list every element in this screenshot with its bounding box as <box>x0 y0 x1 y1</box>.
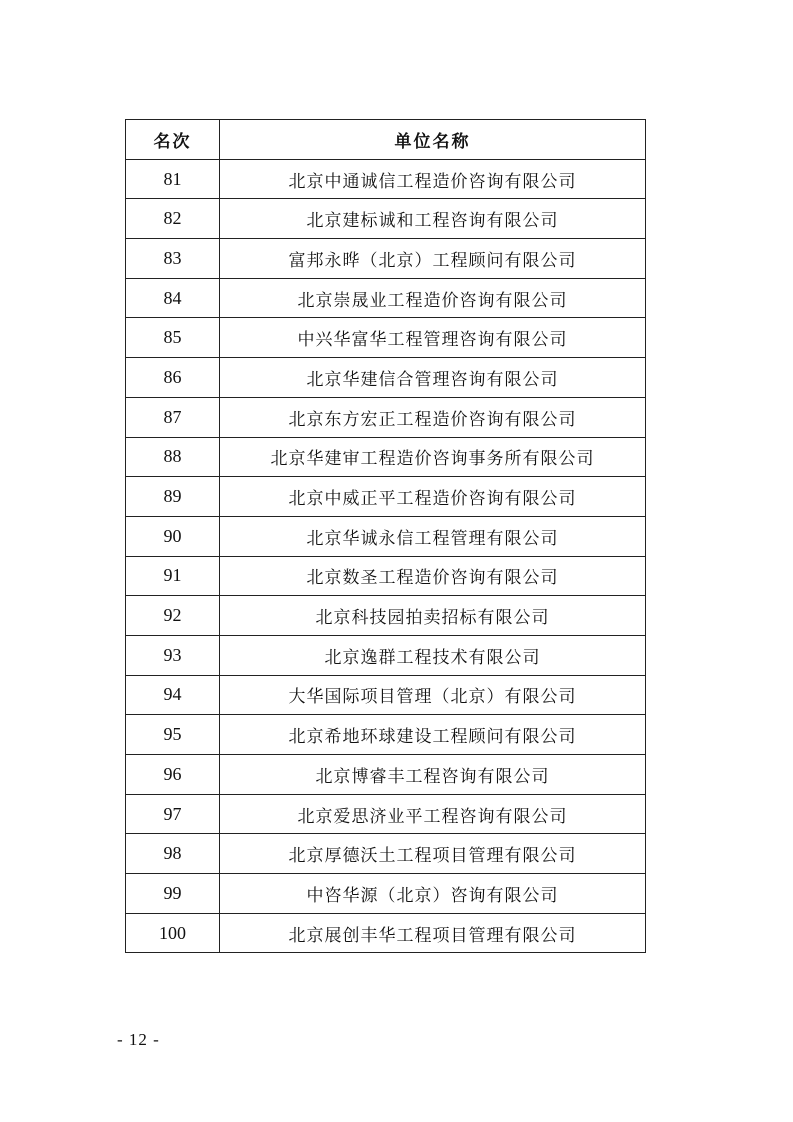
table-row <box>126 755 646 795</box>
rank-cell: 91 <box>126 556 220 596</box>
table-row <box>126 278 646 318</box>
rank-cell: 82 <box>126 199 220 239</box>
company-name-cell: 中兴华富华工程管理咨询有限公司 <box>220 318 646 358</box>
table-row <box>126 834 646 874</box>
table-row <box>126 159 646 199</box>
rank-cell: 89 <box>126 477 220 517</box>
table-row <box>126 239 646 279</box>
rank-cell: 92 <box>126 596 220 636</box>
table-row <box>126 318 646 358</box>
rank-cell: 94 <box>126 675 220 715</box>
table-row <box>126 635 646 675</box>
name-column-header: 单位名称 <box>220 120 646 160</box>
company-name-cell: 北京科技园拍卖招标有限公司 <box>220 596 646 636</box>
company-name-cell: 北京崇晟业工程造价咨询有限公司 <box>220 278 646 318</box>
rank-cell: 86 <box>126 358 220 398</box>
company-name-cell: 北京中威正平工程造价咨询有限公司 <box>220 477 646 517</box>
company-name-cell: 北京爱思济业平工程咨询有限公司 <box>220 794 646 834</box>
ranking-table <box>125 119 646 953</box>
page-number: - 12 - <box>117 1030 160 1049</box>
table-row <box>126 397 646 437</box>
company-name-cell: 北京东方宏正工程造价咨询有限公司 <box>220 397 646 437</box>
company-name-cell: 北京希地环球建设工程顾问有限公司 <box>220 715 646 755</box>
rank-cell: 98 <box>126 834 220 874</box>
table-row <box>126 874 646 914</box>
table-body <box>126 159 646 953</box>
rank-cell: 84 <box>126 278 220 318</box>
company-name-cell: 大华国际项目管理（北京）有限公司 <box>220 675 646 715</box>
rank-cell: 83 <box>126 239 220 279</box>
table-header-row <box>126 120 646 160</box>
rank-cell: 96 <box>126 755 220 795</box>
rank-cell: 100 <box>126 913 220 953</box>
company-name-cell: 北京博睿丰工程咨询有限公司 <box>220 755 646 795</box>
rank-cell: 99 <box>126 874 220 914</box>
company-name-cell: 中咨华源（北京）咨询有限公司 <box>220 874 646 914</box>
table-row <box>126 596 646 636</box>
company-name-cell: 北京华建审工程造价咨询事务所有限公司 <box>220 437 646 477</box>
table-row <box>126 715 646 755</box>
table-row <box>126 199 646 239</box>
company-name-cell: 北京数圣工程造价咨询有限公司 <box>220 556 646 596</box>
rank-cell: 90 <box>126 516 220 556</box>
company-name-cell: 北京展创丰华工程项目管理有限公司 <box>220 913 646 953</box>
company-name-cell: 富邦永晔（北京）工程顾问有限公司 <box>220 239 646 279</box>
company-name-cell: 北京华诚永信工程管理有限公司 <box>220 516 646 556</box>
rank-column-header: 名次 <box>126 120 220 160</box>
rank-cell: 95 <box>126 715 220 755</box>
company-name-cell: 北京逸群工程技术有限公司 <box>220 635 646 675</box>
rank-cell: 87 <box>126 397 220 437</box>
company-name-cell: 北京中通诚信工程造价咨询有限公司 <box>220 159 646 199</box>
table-row <box>126 913 646 953</box>
company-name-cell: 北京华建信合管理咨询有限公司 <box>220 358 646 398</box>
rank-cell: 93 <box>126 635 220 675</box>
table-row <box>126 516 646 556</box>
rank-cell: 81 <box>126 159 220 199</box>
company-name-cell: 北京厚德沃土工程项目管理有限公司 <box>220 834 646 874</box>
rank-cell: 88 <box>126 437 220 477</box>
table-row <box>126 437 646 477</box>
table-row <box>126 675 646 715</box>
company-name-cell: 北京建标诚和工程咨询有限公司 <box>220 199 646 239</box>
table-row <box>126 794 646 834</box>
rank-cell: 85 <box>126 318 220 358</box>
table-row <box>126 477 646 517</box>
table-row <box>126 358 646 398</box>
rank-cell: 97 <box>126 794 220 834</box>
table-row <box>126 556 646 596</box>
